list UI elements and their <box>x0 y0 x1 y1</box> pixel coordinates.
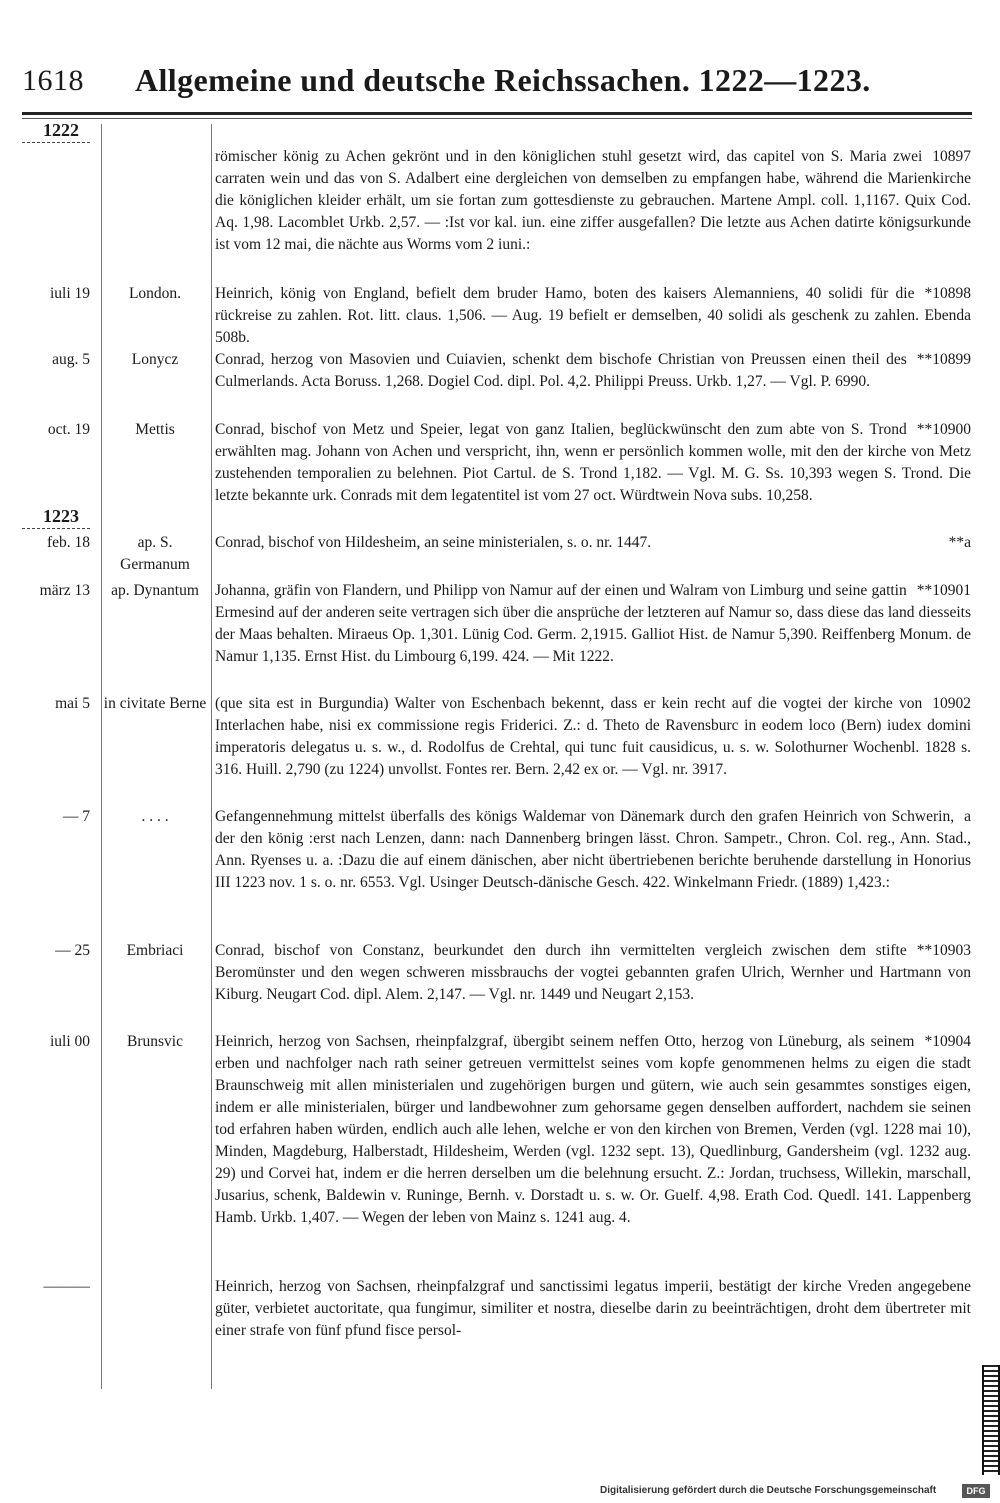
entry-text <box>215 146 971 256</box>
entry-regest-number: a <box>964 808 971 825</box>
entry-text <box>215 1276 971 1342</box>
entry-place: in civitate Berne <box>103 695 207 712</box>
entry-regest-number: **10903 <box>916 942 971 959</box>
entry-text <box>215 532 971 554</box>
entry-date: iuli 19 <box>49 285 90 302</box>
entry-regest-number: 10897 <box>932 148 971 165</box>
year-marker-1222: 1222 <box>36 120 86 141</box>
entry-text <box>215 940 971 1006</box>
entry-date: — 25 <box>55 942 90 959</box>
scan-edge-strip <box>982 1365 1000 1475</box>
entry-date: — 7 <box>62 808 90 825</box>
entry-text <box>215 283 971 349</box>
entry-body: Conrad, bischof von Constanz, beurkundet den durch ihn vermittelten vergleich zwischen dem stifte Beromünster und den wegen schweren missbrauchs der vogtei gebannten grafen Ulrich, Wernher und Hartmann von Kiburg. Neugart Cod. dipl. Alem. 2,147. — Vgl. nr. 1449 und Neugart 2,153. <box>215 942 971 1003</box>
digitization-credit: Digitalisierung gefördert durch die Deutsche Forschungsgemeinschaft <box>600 1485 937 1496</box>
entry-body: (que sita est in Burgundia) Walter von Eschenbach bekennt, dass er kein recht auf die vogtei der kirche von Interlachen habe, nisi ex commissione regis Friderici. Z.: d. Theto de Ravensburc in eodem loco (Bern) iudex domini imperatoris delegatus u. s. w., d. Rodolfus de Crehtal, qui tunc fuit causidicus, u. s. w. Solothurner Wochenbl. 1828 s. 316. Huill. 2,790 (zu 1224) unvollst. Fontes rer. Bern. 2,42 ex or. — Vgl. nr. 3917. <box>215 695 971 778</box>
entry-body: Conrad, bischof von Metz und Speier, legat von ganz Italien, beglückwünscht den zum abte von S. Trond erwählten mag. Johann von Achen und verspricht, ihn, wenn er persönlich kommen wolle, mit den der kirche von Metz zustehenden temporalien zu belehnen. Piot Cartul. de S. Trond 1,182. — Vgl. M. G. Ss. 10,393 wegen S. Trond. Die letzte bekannte urk. Conrads mit dem legatentitel ist vom 27 oct. Würdtwein Nova subs. 10,258. <box>215 421 971 504</box>
entry-date: märz 13 <box>39 582 90 599</box>
entry-body: Heinrich, herzog von Sachsen, rheinpfalzgraf und sanctissimi legatus imperii, bestätigt der kirche Vreden angegebene güter, verbietet auctoritate, qua fungimur, similiter et nostra, dieselbe darin zu beeinträchtigen, droht dem übertreter mit einer strafe von fünf pfund fisce persol- <box>215 1278 971 1339</box>
date-column-rule <box>101 124 102 1389</box>
page-title: Allgemeine und deutsche Reichssachen. 1222—1223. <box>135 62 871 98</box>
entry-regest-number: **a <box>948 534 971 551</box>
entry-body: Gefangennehmung mittelst überfalls des königs Waldemar von Dänemark durch den grafen Heinrich von Schwerin, der den könig :erst nach Lenzen, dann: nach Dannenberg bringen lässt. Chron. Sampetr., Chron. Col. reg., Ann. Stad., Ann. Ryenses u. a. :Dazu die auf einem dänischen, aber nicht übertriebenen berichte beruhende darstellung in Honorius III 1223 nov. 1 s. o. nr. 6553. Vgl. Usinger Deutsch-dänische Gesch. 422. Winkelmann Friedr. (1889) 1,423.: <box>215 808 971 891</box>
entry-body: Heinrich, könig von England, befielt dem bruder Hamo, boten des kaisers Alemanniens, 40 solidi für die rückreise zu zahlen. Rot. litt. claus. 1,506. — Aug. 19 befielt er demselben, 40 solidi als geschenk zu zahlen. Ebenda 508b. <box>215 285 971 346</box>
entry-regest-number: **10899 <box>916 351 971 368</box>
entry-place: ap. Dynantum <box>111 582 199 599</box>
entry-date: iuli 00 <box>49 1033 90 1050</box>
entry-regest-number: **10900 <box>916 421 971 438</box>
entry-text <box>215 580 971 668</box>
entry-regest-number: *10898 <box>924 285 971 302</box>
place-column-rule <box>211 124 212 1389</box>
entry-body: Conrad, bischof von Hildesheim, an seine ministerialen, s. o. nr. 1447. <box>215 534 652 551</box>
entry-body: Conrad, herzog von Masovien und Cuiavien, schenkt dem bischofe Christian von Preussen einen theil des Culmerlands. Acta Boruss. 1,268. Dogiel Cod. dipl. Pol. 4,2. Philippi Preuss. Urkb. 1,27. — Vgl. P. 6990. <box>215 351 907 390</box>
entry-text <box>215 349 971 393</box>
entry-body: Johanna, gräfin von Flandern, und Philipp von Namur auf der einen und Walram von Limburg und seine gattin Ermesind auf der anderen seite vertragen sich über die ansprüche der letzteren auf Namur so, dass diese das land diesseits der Maas behalten. Miraeus Op. 1,301. Lünig Cod. Germ. 2,1915. Galliot Hist. de Namur 5,390. Reiffenberg Monum. de Namur 1,135. Ernst Hist. du Limbourg 6,199. 424. — Mit 1222. <box>215 582 971 665</box>
entry-place: Brunsvic <box>127 1033 183 1050</box>
entry-place: ap. S. Germanum <box>120 534 190 573</box>
entry-place: Embriaci <box>126 942 184 959</box>
dfg-logo: DFG <box>962 1484 990 1498</box>
entry-body: Heinrich, herzog von Sachsen, rheinpfalzgraf, übergibt seinem neffen Otto, herzog von Lüneburg, als seinem erben und nachfolger nach rath seiner getreuen vermittelst seines vom kopfe genommenen helms zu eigen die stadt Braunschweig mit allen ministerialen und zugehörigen burgen und gütern, wie auch sein gesammtes sonstiges eigen, indem er alle ministerialen, bürger und landbewohner zum gehorsame gegen denselben auffordert, nachdem sie seinen tod erfahren haben würden, endlich auch alle lehen, welche er von den kirchen von Bremen, Verden (vgl. 1228 mai 10), Minden, Magdeburg, Halberstadt, Hildesheim, Werden (vgl. 1232 sept. 13), Quedlinburg, Gandersheim (vgl. 1232 aug. 29) und Corvei hat, indem er die herren derselben um die belehnung ersucht. Z.: Jordan, truchsess, Willekin, marschall, Jusarius, schenk, Baldewin v. Runinge, Bernh. v. Dorstadt u. s. w. Or. Guelf. 4,98. Erath Cod. Quedl. 141. Lappenberg Hamb. Urkb. 1,407. — Wegen der leben von Mainz s. 1241 aug. 4. <box>215 1033 971 1226</box>
entry-date: oct. 19 <box>47 421 90 438</box>
year-marker-1223: 1223 <box>36 506 86 527</box>
entry-text <box>215 806 971 894</box>
entry-regest-number: *10904 <box>924 1033 971 1050</box>
entry-regest-number: **10901 <box>916 582 971 599</box>
entry-place: Mettis <box>135 421 175 438</box>
entry-date: mai 5 <box>55 695 90 712</box>
entry-place: Lonycz <box>131 351 179 368</box>
entry-date: feb. 18 <box>46 534 90 551</box>
entry-text <box>215 419 971 507</box>
entry-date: ——— <box>43 1278 90 1295</box>
entry-place: London. <box>128 285 182 302</box>
page-number: 1618 <box>22 64 84 97</box>
header-rule-thin <box>22 118 972 119</box>
entry-text <box>215 693 971 781</box>
entry-place: . . . . <box>141 808 169 825</box>
entry-text <box>215 1031 971 1229</box>
entry-regest-number: 10902 <box>932 695 971 712</box>
entry-body: römischer könig zu Achen gekrönt und in den königlichen stuhl gesetzt wird, das capitel von S. Maria zwei carraten wein und das von S. Adalbert eine dergleichen von demselben zu empfangen habe, während die Marienkirche die königlichen kleider erhält, um sie fortan zum gottesdienste zu gebrauchen. Martene Ampl. coll. 1,1167. Quix Cod. Aq. 1,98. Lacomblet Urkb. 2,57. — :Ist vor kal. iun. eine ziffer ausgefallen? Die letzte aus Achen datirte königsurkunde ist vom 12 mai, die nächte aus Worms vom 2 iuni.: <box>215 148 971 253</box>
page-header <box>22 62 972 108</box>
entry-date: aug. 5 <box>52 351 90 368</box>
header-rule <box>22 112 972 115</box>
